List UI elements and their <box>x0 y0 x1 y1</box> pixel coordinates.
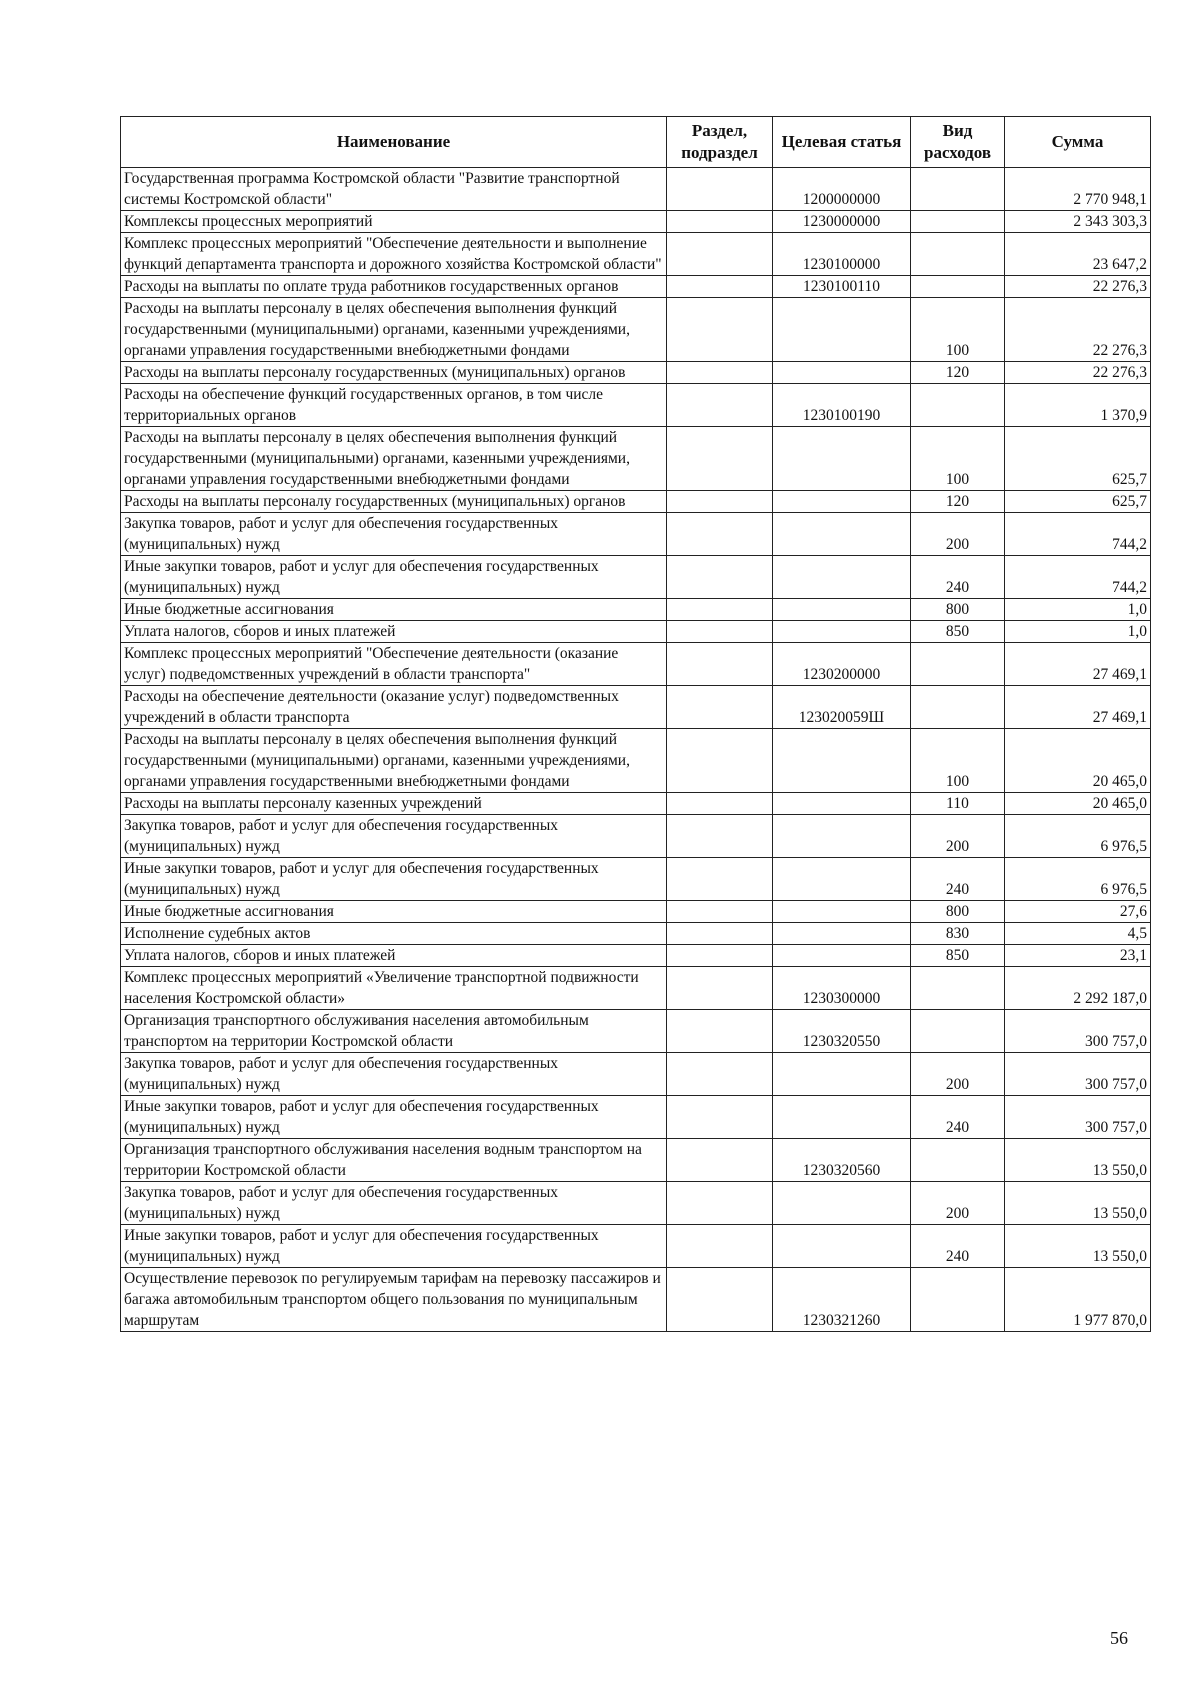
cell-sum: 300 757,0 <box>1005 1053 1151 1096</box>
cell-section <box>667 815 773 858</box>
header-section: Раздел, подраздел <box>667 117 773 168</box>
cell-kind: 800 <box>911 599 1005 621</box>
cell-sum: 2 770 948,1 <box>1005 168 1151 211</box>
cell-kind <box>911 233 1005 276</box>
cell-sum: 1,0 <box>1005 599 1151 621</box>
budget-table <box>120 116 1151 1332</box>
cell-sum: 23 647,2 <box>1005 233 1151 276</box>
cell-name: Закупка товаров, работ и услуг для обеспечения государственных (муниципальных) нужд <box>121 513 667 556</box>
cell-sum: 27,6 <box>1005 901 1151 923</box>
table-header <box>121 117 1151 168</box>
table-row <box>121 729 1151 793</box>
table-row <box>121 233 1151 276</box>
cell-name: Закупка товаров, работ и услуг для обеспечения государственных (муниципальных) нужд <box>121 1053 667 1096</box>
cell-section <box>667 1182 773 1225</box>
cell-sum: 22 276,3 <box>1005 362 1151 384</box>
table-row <box>121 1053 1151 1096</box>
cell-kind: 110 <box>911 793 1005 815</box>
table-row <box>121 967 1151 1010</box>
cell-kind: 200 <box>911 815 1005 858</box>
cell-sum: 300 757,0 <box>1005 1096 1151 1139</box>
cell-target: 1230320550 <box>773 1010 911 1053</box>
cell-sum: 20 465,0 <box>1005 729 1151 793</box>
cell-name: Государственная программа Костромской области "Развитие транспортной системы Костромской области" <box>121 168 667 211</box>
header-sum: Сумма <box>1005 117 1151 168</box>
cell-name: Расходы на выплаты по оплате труда работников государственных органов <box>121 276 667 298</box>
cell-sum: 2 343 303,3 <box>1005 211 1151 233</box>
cell-target: 1230320560 <box>773 1139 911 1182</box>
cell-kind <box>911 1268 1005 1332</box>
cell-kind: 100 <box>911 298 1005 362</box>
cell-sum: 744,2 <box>1005 556 1151 599</box>
cell-kind: 120 <box>911 491 1005 513</box>
cell-section <box>667 1053 773 1096</box>
cell-section <box>667 233 773 276</box>
cell-target <box>773 599 911 621</box>
table-row <box>121 643 1151 686</box>
cell-name: Осуществление перевозок по регулируемым тарифам на перевозку пассажиров и багажа автомобильным транспортом общего пользования по муниципальным маршрутам <box>121 1268 667 1332</box>
cell-kind <box>911 276 1005 298</box>
cell-kind: 120 <box>911 362 1005 384</box>
cell-target <box>773 923 911 945</box>
cell-target <box>773 901 911 923</box>
cell-name: Расходы на выплаты персоналу в целях обеспечения выполнения функций государственными (муниципальными) органами, казенными учреждениями, органами управления государственными внебюджетными фондами <box>121 427 667 491</box>
cell-section <box>667 211 773 233</box>
cell-sum: 1,0 <box>1005 621 1151 643</box>
table-row <box>121 276 1151 298</box>
cell-target <box>773 729 911 793</box>
cell-sum: 13 550,0 <box>1005 1225 1151 1268</box>
table-row <box>121 491 1151 513</box>
cell-kind <box>911 168 1005 211</box>
cell-target <box>773 491 911 513</box>
cell-name: Уплата налогов, сборов и иных платежей <box>121 621 667 643</box>
cell-name: Комплекс процессных мероприятий «Увеличение транспортной подвижности населения Костромской области» <box>121 967 667 1010</box>
cell-sum: 22 276,3 <box>1005 276 1151 298</box>
cell-target: 1230100190 <box>773 384 911 427</box>
cell-section <box>667 643 773 686</box>
cell-section <box>667 276 773 298</box>
cell-section <box>667 901 773 923</box>
cell-section <box>667 1139 773 1182</box>
cell-name: Иные бюджетные ассигнования <box>121 901 667 923</box>
cell-name: Комплексы процессных мероприятий <box>121 211 667 233</box>
cell-name: Иные закупки товаров, работ и услуг для обеспечения государственных (муниципальных) нужд <box>121 556 667 599</box>
table-body <box>121 168 1151 1332</box>
cell-sum: 20 465,0 <box>1005 793 1151 815</box>
cell-section <box>667 1268 773 1332</box>
cell-name: Иные бюджетные ассигнования <box>121 599 667 621</box>
cell-kind <box>911 686 1005 729</box>
cell-section <box>667 729 773 793</box>
cell-target <box>773 298 911 362</box>
table-row <box>121 1139 1151 1182</box>
cell-section <box>667 298 773 362</box>
cell-name: Расходы на выплаты персоналу казенных учреждений <box>121 793 667 815</box>
cell-name: Расходы на выплаты персоналу государственных (муниципальных) органов <box>121 362 667 384</box>
table-row <box>121 168 1151 211</box>
table-row <box>121 686 1151 729</box>
cell-target <box>773 621 911 643</box>
cell-section <box>667 384 773 427</box>
table-row <box>121 1182 1151 1225</box>
header-kind: Вид расходов <box>911 117 1005 168</box>
table-row <box>121 556 1151 599</box>
cell-section <box>667 793 773 815</box>
cell-name: Комплекс процессных мероприятий "Обеспечение деятельности (оказание услуг) подведомственных учреждений в области транспорта" <box>121 643 667 686</box>
header-target: Целевая статья <box>773 117 911 168</box>
cell-kind: 100 <box>911 427 1005 491</box>
cell-target <box>773 945 911 967</box>
cell-target <box>773 858 911 901</box>
table-row <box>121 1010 1151 1053</box>
table-row <box>121 211 1151 233</box>
table-row <box>121 298 1151 362</box>
table-row <box>121 1096 1151 1139</box>
cell-target: 1230200000 <box>773 643 911 686</box>
page-number: 56 <box>1110 1628 1128 1648</box>
cell-name: Расходы на обеспечение функций государственных органов, в том числе территориальных органов <box>121 384 667 427</box>
cell-kind: 100 <box>911 729 1005 793</box>
cell-name: Комплекс процессных мероприятий "Обеспечение деятельности и выполнение функций департамента транспорта и дорожного хозяйства Костромской области" <box>121 233 667 276</box>
cell-target <box>773 1096 911 1139</box>
table-row <box>121 858 1151 901</box>
cell-target: 1230000000 <box>773 211 911 233</box>
table-row <box>121 901 1151 923</box>
cell-name: Расходы на выплаты персоналу в целях обеспечения выполнения функций государственными (муниципальными) органами, казенными учреждениями, органами управления государственными внебюджетными фондами <box>121 729 667 793</box>
cell-section <box>667 513 773 556</box>
cell-name: Расходы на обеспечение деятельности (оказание услуг) подведомственных учреждений в области транспорта <box>121 686 667 729</box>
table-row <box>121 1268 1151 1332</box>
cell-sum: 4,5 <box>1005 923 1151 945</box>
cell-section <box>667 945 773 967</box>
cell-target: 1230100110 <box>773 276 911 298</box>
header-row <box>121 117 1151 168</box>
table-row <box>121 599 1151 621</box>
cell-sum: 13 550,0 <box>1005 1139 1151 1182</box>
cell-sum: 1 370,9 <box>1005 384 1151 427</box>
cell-section <box>667 599 773 621</box>
cell-target <box>773 1053 911 1096</box>
cell-target: 1230321260 <box>773 1268 911 1332</box>
cell-section <box>667 621 773 643</box>
table-row <box>121 513 1151 556</box>
cell-sum: 27 469,1 <box>1005 643 1151 686</box>
cell-target: 1230100000 <box>773 233 911 276</box>
cell-target <box>773 427 911 491</box>
cell-name: Исполнение судебных актов <box>121 923 667 945</box>
table-row <box>121 362 1151 384</box>
cell-name: Уплата налогов, сборов и иных платежей <box>121 945 667 967</box>
cell-kind: 200 <box>911 1182 1005 1225</box>
table-row <box>121 923 1151 945</box>
cell-name: Иные закупки товаров, работ и услуг для обеспечения государственных (муниципальных) нужд <box>121 1096 667 1139</box>
cell-kind: 240 <box>911 1225 1005 1268</box>
cell-kind: 240 <box>911 858 1005 901</box>
cell-kind: 830 <box>911 923 1005 945</box>
table-row <box>121 793 1151 815</box>
cell-name: Организация транспортного обслуживания населения водным транспортом на территории Костромской области <box>121 1139 667 1182</box>
table-row <box>121 815 1151 858</box>
cell-name: Закупка товаров, работ и услуг для обеспечения государственных (муниципальных) нужд <box>121 815 667 858</box>
cell-target: 1230300000 <box>773 967 911 1010</box>
cell-kind: 240 <box>911 1096 1005 1139</box>
cell-section <box>667 362 773 384</box>
header-name: Наименование <box>121 117 667 168</box>
cell-name: Иные закупки товаров, работ и услуг для обеспечения государственных (муниципальных) нужд <box>121 1225 667 1268</box>
cell-sum: 6 976,5 <box>1005 858 1151 901</box>
cell-kind: 850 <box>911 621 1005 643</box>
cell-target <box>773 1225 911 1268</box>
cell-target <box>773 556 911 599</box>
cell-target <box>773 513 911 556</box>
cell-kind <box>911 967 1005 1010</box>
cell-section <box>667 491 773 513</box>
cell-name: Закупка товаров, работ и услуг для обеспечения государственных (муниципальных) нужд <box>121 1182 667 1225</box>
cell-target: 1200000000 <box>773 168 911 211</box>
cell-kind <box>911 1010 1005 1053</box>
cell-sum: 23,1 <box>1005 945 1151 967</box>
table-row <box>121 621 1151 643</box>
cell-target <box>773 362 911 384</box>
cell-name: Организация транспортного обслуживания населения автомобильным транспортом на территории Костромской области <box>121 1010 667 1053</box>
cell-sum: 625,7 <box>1005 427 1151 491</box>
cell-kind <box>911 384 1005 427</box>
cell-sum: 2 292 187,0 <box>1005 967 1151 1010</box>
cell-kind: 200 <box>911 513 1005 556</box>
cell-kind: 800 <box>911 901 1005 923</box>
cell-name: Расходы на выплаты персоналу в целях обеспечения выполнения функций государственными (муниципальными) органами, казенными учреждениями, органами управления государственными внебюджетными фондами <box>121 298 667 362</box>
table-row <box>121 1225 1151 1268</box>
cell-section <box>667 967 773 1010</box>
cell-target: 123020059Ш <box>773 686 911 729</box>
cell-section <box>667 168 773 211</box>
cell-kind <box>911 1139 1005 1182</box>
cell-sum: 625,7 <box>1005 491 1151 513</box>
cell-section <box>667 923 773 945</box>
cell-section <box>667 1010 773 1053</box>
cell-sum: 27 469,1 <box>1005 686 1151 729</box>
cell-section <box>667 427 773 491</box>
table-row <box>121 427 1151 491</box>
cell-name: Расходы на выплаты персоналу государственных (муниципальных) органов <box>121 491 667 513</box>
cell-section <box>667 686 773 729</box>
cell-sum: 22 276,3 <box>1005 298 1151 362</box>
cell-sum: 744,2 <box>1005 513 1151 556</box>
cell-kind: 200 <box>911 1053 1005 1096</box>
cell-target <box>773 815 911 858</box>
cell-section <box>667 1096 773 1139</box>
cell-kind: 240 <box>911 556 1005 599</box>
cell-target <box>773 1182 911 1225</box>
cell-target <box>773 793 911 815</box>
cell-section <box>667 1225 773 1268</box>
cell-sum: 13 550,0 <box>1005 1182 1151 1225</box>
cell-sum: 300 757,0 <box>1005 1010 1151 1053</box>
cell-section <box>667 858 773 901</box>
cell-name: Иные закупки товаров, работ и услуг для обеспечения государственных (муниципальных) нужд <box>121 858 667 901</box>
table-row <box>121 945 1151 967</box>
cell-kind <box>911 643 1005 686</box>
cell-kind <box>911 211 1005 233</box>
table-row <box>121 384 1151 427</box>
cell-sum: 1 977 870,0 <box>1005 1268 1151 1332</box>
cell-kind: 850 <box>911 945 1005 967</box>
cell-sum: 6 976,5 <box>1005 815 1151 858</box>
cell-section <box>667 556 773 599</box>
